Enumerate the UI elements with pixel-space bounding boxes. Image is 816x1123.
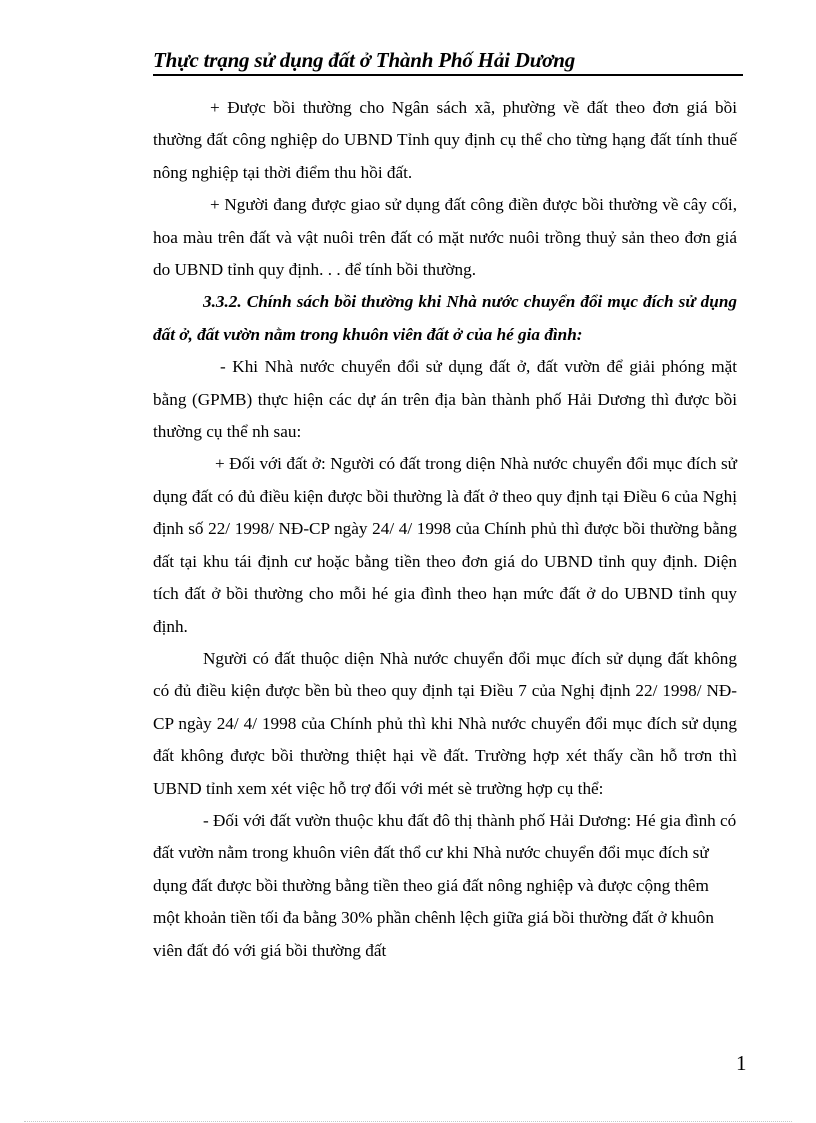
page-bottom-divider (24, 1121, 792, 1122)
page-number: 1 (736, 1051, 747, 1075)
page-header-title: Thực trạng sử dụng đất ở Thành Phố Hải Dương (153, 46, 743, 76)
paragraph-public-land-compensation: + Người đang được giao sử dụng đất công điền được bồi thường về cây cối, hoa màu trên đất và vật nuôi trên đất có mặt nước nuôi trồng thuỷ sản theo đơn giá do UBND tỉnh quy định. . . để tính bồi thường. (153, 195, 737, 280)
paragraph-garden-land: - Đối với đất vườn thuộc khu đất đô thị thành phố Hải Dương: Hé gia đình có đất vườn nằm trong khuôn viên đất thổ cư khi Nhà nước chuyển đổi mục đích sử dụng đất được bồi thường bằng tiền theo giá đất nông nghiệp và được cộng thêm một khoản tiền tối đa bằng 30% phần chênh lệch giữa giá bồi thường đất ở khuôn viên đất đó với giá bồi thường đất (153, 810, 737, 960)
paragraph-gpmb-intro: - Khi Nhà nước chuyển đổi sử dụng đất ở, đất vườn để giải phóng mặt bằng (GPMB) thực hiện các dự án trên địa bàn thành phố Hải Dương thì được bồi thường cụ thể nh sau: (153, 357, 737, 442)
paragraph-budget-compensation: + Được bồi thường cho Ngân sách xã, phường về đất theo đơn giá bồi thường đất công nghiệp do UBND Tỉnh quy định cụ thể cho từng hạng đất tính thuế nông nghiệp tại thời điểm thu hồi đất. (153, 98, 737, 182)
section-subheading: 3.3.2. Chính sách bồi thường khi Nhà nước chuyển đổi mục đích sử dụng đất ở, đất vườn nằm trong khuôn viên đất ở của hé gia đình: (153, 292, 737, 344)
paragraph-ineligible-land: Người có đất thuộc diện Nhà nước chuyển đổi mục đích sử dụng đất không có đủ điều kiện được bền bù theo quy định tại Điều 7 của Nghị định 22/ 1998/ NĐ-CP ngày 24/ 4/ 1998 của Chính phủ thì khi Nhà nước chuyển đổi mục đích sử dụng đất không được bồi thường thiệt hại về đất. Trường hợp xét thấy cần hỗ trơn thì UBND tỉnh xem xét việc hỗ trợ đối với mét sè trường hợp cụ thể: (153, 648, 737, 798)
paragraph-residential-land: + Đối với đất ở: Người có đất trong diện Nhà nước chuyển đổi mục đích sử dụng đất có đủ điều kiện được bồi thường là đất ở theo quy định tại Điều 6 của Nghị định số 22/ 1998/ NĐ-CP ngày 24/ 4/ 1998 của Chính phủ thì được bồi thường bằng đất tại khu tái định cư hoặc bằng tiền theo đơn giá do UBND tỉnh quy định. Diện tích đất ở bồi thường cho mỗi hé gia đình theo hạn mức đất ở do UBND tỉnh quy định. (153, 454, 737, 636)
document-body (153, 92, 737, 967)
